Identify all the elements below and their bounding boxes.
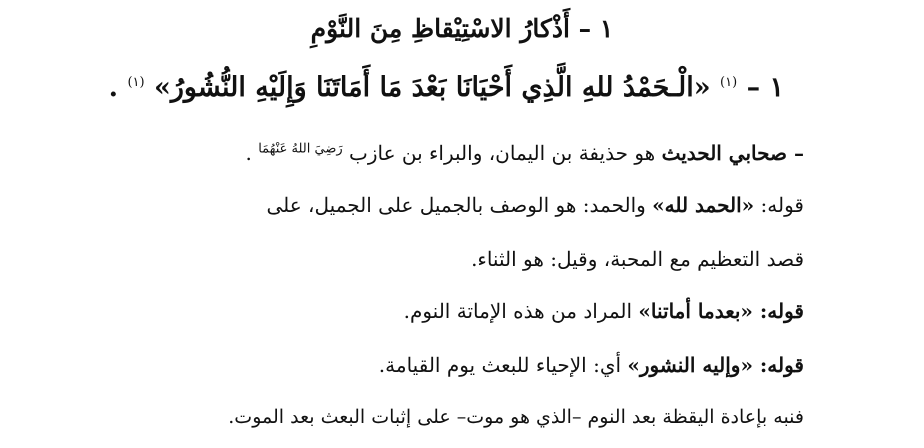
qawluhu-3-text: أي: الإحياء للبعث يوم القيامة. [378,353,622,377]
qawluhu-2-prefix: قوله: [752,299,804,323]
explanation-line-4 [120,353,804,377]
companion-end: . [245,141,252,165]
explanation-line-1 [120,193,804,217]
hadith-text [108,72,784,104]
qawluhu-1-prefix: قوله: [754,193,804,217]
chapter-title: ١ – أَذْكارُ الاسْتِيْقاظِ مِنَ النَّوْمِ [310,14,614,43]
qawluhu-2-quote: «بعدما أماتنا» [638,299,753,323]
qawluhu-2-text: المراد من هذه الإماتة النوم. [403,299,633,323]
companion-label: – صحابي الحديث [661,141,804,165]
qawluhu-3-prefix: قوله: [752,353,804,377]
hadith-ref-open: (١) [720,75,738,90]
hadith-number: ١ – [746,72,784,103]
qawluhu-1-quote: «الحمد لله» [652,193,755,217]
companion-honorific: رَضِيَ اللهُ عَنْهُمَا [258,141,343,157]
companion-line [120,141,804,165]
explanation-line-5: فنبه بإعادة اليقظة بعد النوم –الذي هو موت– على إثبات البعث بعد الموت. [228,406,804,428]
explanation-line-2: قصد التعظيم مع المحبة، وقيل: هو الثناء. [471,247,804,271]
hadith-end: . [108,72,119,103]
explanation-line-3 [120,299,804,323]
qawluhu-3-quote: «وإليه النشور» [627,353,753,377]
hadith-quote: «الْـحَمْدُ للهِ الَّذِي أَحْيَانَا بَعْدَ مَا أَمَاتَنَا وَإِلَيْهِ النُّشُورُ» [154,72,711,103]
qawluhu-1-text: والحمد: هو الوصف بالجميل على الجميل، على [266,193,646,217]
hadith-ref-close: (١) [127,75,145,90]
companion-text: هو حذيفة بن اليمان، والبراء بن عازب [342,141,656,165]
